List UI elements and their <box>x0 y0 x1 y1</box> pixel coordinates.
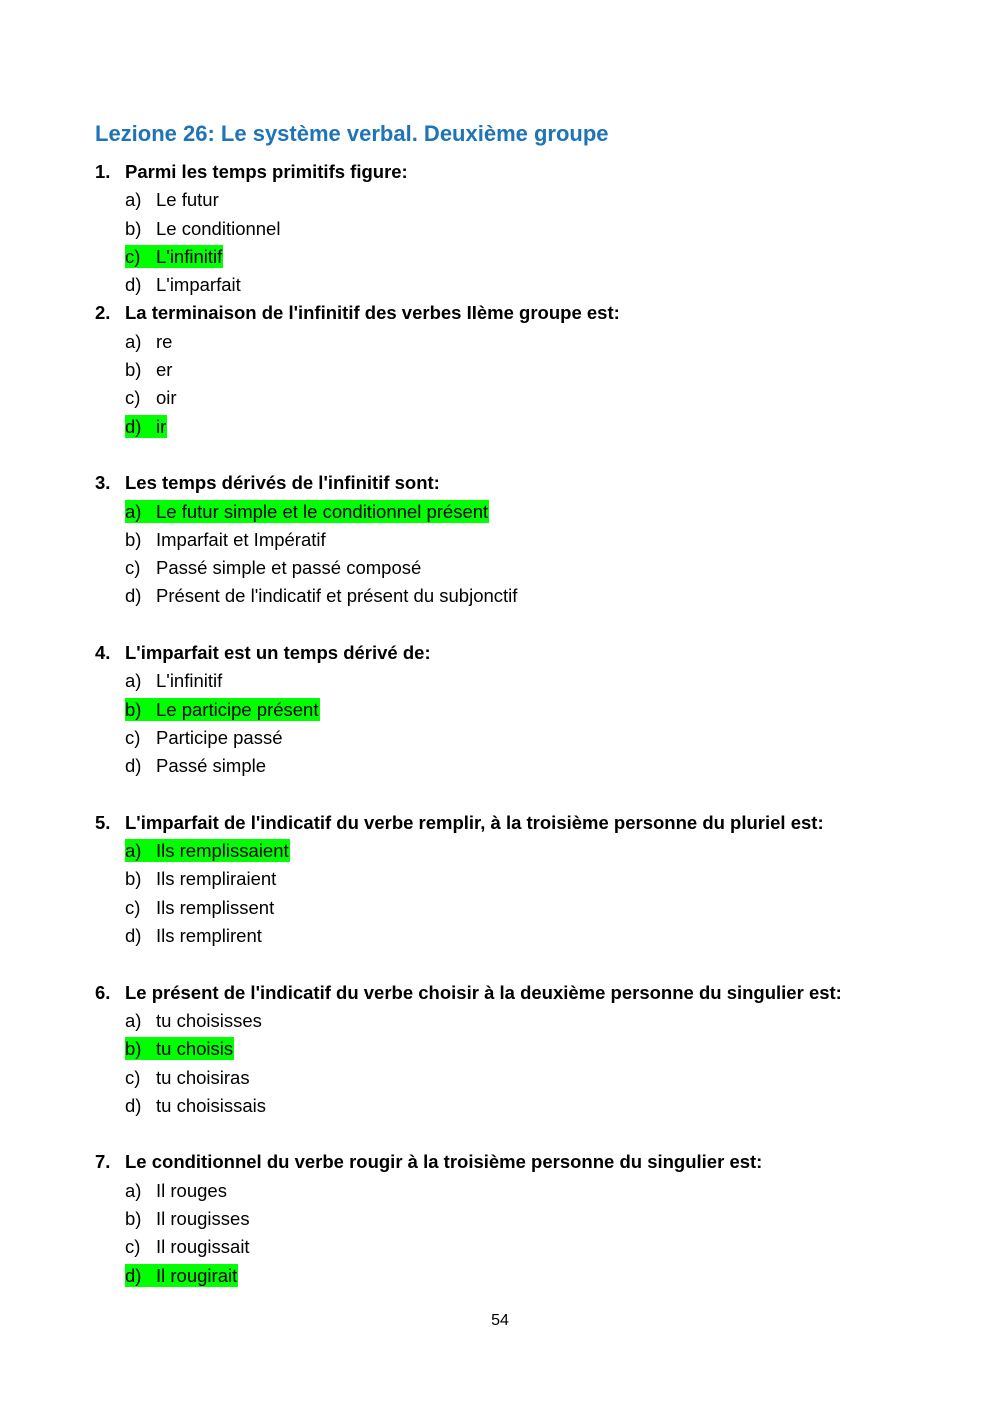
question-2 <box>95 299 955 440</box>
question-7 <box>95 1148 955 1289</box>
option-letter: b) <box>125 217 142 239</box>
option-text: oir <box>156 387 177 409</box>
option-letter: b) <box>125 1207 142 1229</box>
question-number: 1. <box>95 161 111 182</box>
option-text: Passé simple et passé composé <box>156 557 422 579</box>
option-letter: c) <box>125 726 141 748</box>
question-text <box>95 1148 955 1176</box>
option-letter: c) <box>125 1236 141 1258</box>
question-number: 4. <box>95 642 111 664</box>
question-label: L'imparfait de l'indicatif du verbe remplir, à la troisième personne du pluriel est: <box>125 811 824 833</box>
question-label: Le conditionnel du verbe rougir à la troisième personne du singulier est: <box>125 1151 763 1173</box>
option-letter: d) <box>125 1094 142 1116</box>
option-text: Participe passé <box>156 726 283 748</box>
option-a <box>125 1007 955 1035</box>
option-b <box>125 1205 955 1233</box>
option-c <box>125 384 955 412</box>
option-d-correct <box>125 413 955 441</box>
correct-answer-highlight <box>125 415 167 438</box>
option-a <box>125 328 955 356</box>
option-a-correct <box>125 498 955 526</box>
option-letter: a) <box>125 500 142 522</box>
question-1 <box>95 158 955 299</box>
option-letter: c) <box>125 245 141 267</box>
option-text: Imparfait et Impératif <box>156 528 326 550</box>
option-letter: a) <box>125 670 142 692</box>
option-b <box>125 356 955 384</box>
correct-answer-highlight <box>125 698 320 721</box>
question-number: 6. <box>95 981 111 1003</box>
option-letter: d) <box>125 1264 142 1286</box>
option-c <box>125 554 955 582</box>
option-a-correct <box>125 837 955 865</box>
option-text: L'infinitif <box>156 670 223 692</box>
option-letter: a) <box>125 1009 142 1031</box>
option-d-correct <box>125 1262 955 1290</box>
option-letter: d) <box>125 415 142 437</box>
option-text: Il rougissait <box>156 1236 250 1258</box>
question-4 <box>95 639 955 780</box>
question-5 <box>95 809 955 950</box>
option-c-correct <box>125 243 955 271</box>
option-text: Le conditionnel <box>156 217 281 239</box>
correct-answer-highlight <box>125 245 223 268</box>
option-text: L'imparfait <box>156 274 241 296</box>
question-text <box>95 809 955 837</box>
option-c <box>125 1064 955 1092</box>
option-text: tu choisiras <box>156 1066 250 1088</box>
option-letter: a) <box>125 1179 142 1201</box>
option-text: Ils remplirent <box>156 925 262 947</box>
option-text: Passé simple <box>156 755 267 777</box>
option-b-correct <box>125 1035 955 1063</box>
question-label: Les temps dérivés de l'infinitif sont: <box>125 472 440 494</box>
option-d <box>125 922 955 950</box>
option-letter: d) <box>125 925 142 947</box>
option-b <box>125 215 955 243</box>
question-number: 5. <box>95 811 111 833</box>
question-number: 7. <box>95 1151 111 1173</box>
question-label: Parmi les temps primitifs figure: <box>125 161 408 182</box>
option-text: tu choisis <box>156 1038 234 1060</box>
option-text: Le futur <box>156 189 219 211</box>
question-text <box>95 299 955 327</box>
option-a <box>125 667 955 695</box>
option-letter: c) <box>125 557 141 579</box>
page-title: Lezione 26: Le système verbal. Deuxième groupe <box>95 121 609 146</box>
correct-answer-highlight <box>125 1264 238 1287</box>
option-letter: c) <box>125 1066 141 1088</box>
option-d <box>125 271 955 299</box>
option-letter: c) <box>125 896 141 918</box>
option-text: re <box>156 330 173 352</box>
option-text: Ils remplissaient <box>156 840 289 862</box>
option-b <box>125 865 955 893</box>
option-text: ir <box>156 415 167 437</box>
option-letter: d) <box>125 755 142 777</box>
option-letter: b) <box>125 528 142 550</box>
option-letter: b) <box>125 1038 142 1060</box>
option-letter: b) <box>125 698 142 720</box>
option-letter: b) <box>125 359 142 381</box>
question-label: L'imparfait est un temps dérivé de: <box>125 642 431 664</box>
option-text: tu choisisses <box>156 1009 262 1031</box>
option-letter: d) <box>125 585 142 607</box>
option-text: tu choisissais <box>156 1094 267 1116</box>
option-letter: d) <box>125 274 142 296</box>
option-b-correct <box>125 696 955 724</box>
option-text: Présent de l'indicatif et présent du subjonctif <box>156 585 518 607</box>
option-text: Ils rempliraient <box>156 868 277 890</box>
option-c <box>125 1233 955 1261</box>
question-label: Le présent de l'indicatif du verbe choisir à la deuxième personne du singulier est: <box>125 981 842 1003</box>
option-a <box>125 186 955 214</box>
option-c <box>125 724 955 752</box>
option-text: L'infinitif <box>156 245 223 267</box>
option-text: er <box>156 359 173 381</box>
option-letter: a) <box>125 330 142 352</box>
option-d <box>125 1092 955 1120</box>
option-text: Il rouges <box>156 1179 227 1201</box>
option-letter: a) <box>125 189 142 211</box>
option-d <box>125 582 955 610</box>
option-letter: b) <box>125 868 142 890</box>
option-text: Il rougirait <box>156 1264 238 1286</box>
question-text <box>95 158 955 186</box>
option-text: Ils remplissent <box>156 896 275 918</box>
question-list <box>95 158 955 1290</box>
correct-answer-highlight <box>125 839 290 862</box>
question-3 <box>95 469 955 610</box>
correct-answer-highlight <box>125 500 489 523</box>
question-6 <box>95 979 955 1120</box>
question-number: 2. <box>95 302 111 324</box>
question-text <box>95 469 955 497</box>
option-text: Le participe présent <box>156 698 319 720</box>
question-label: La terminaison de l'infinitif des verbes IIème groupe est: <box>125 302 620 324</box>
option-text: Il rougisses <box>156 1207 250 1229</box>
question-text <box>95 979 955 1007</box>
option-a <box>125 1177 955 1205</box>
correct-answer-highlight <box>125 1037 234 1060</box>
option-b <box>125 526 955 554</box>
question-text <box>95 639 955 667</box>
option-letter: a) <box>125 840 142 862</box>
option-c <box>125 894 955 922</box>
page-number: 54 <box>491 1312 509 1329</box>
option-letter: c) <box>125 387 141 409</box>
question-number: 3. <box>95 472 111 494</box>
option-d <box>125 752 955 780</box>
option-text: Le futur simple et le conditionnel présent <box>156 500 489 522</box>
